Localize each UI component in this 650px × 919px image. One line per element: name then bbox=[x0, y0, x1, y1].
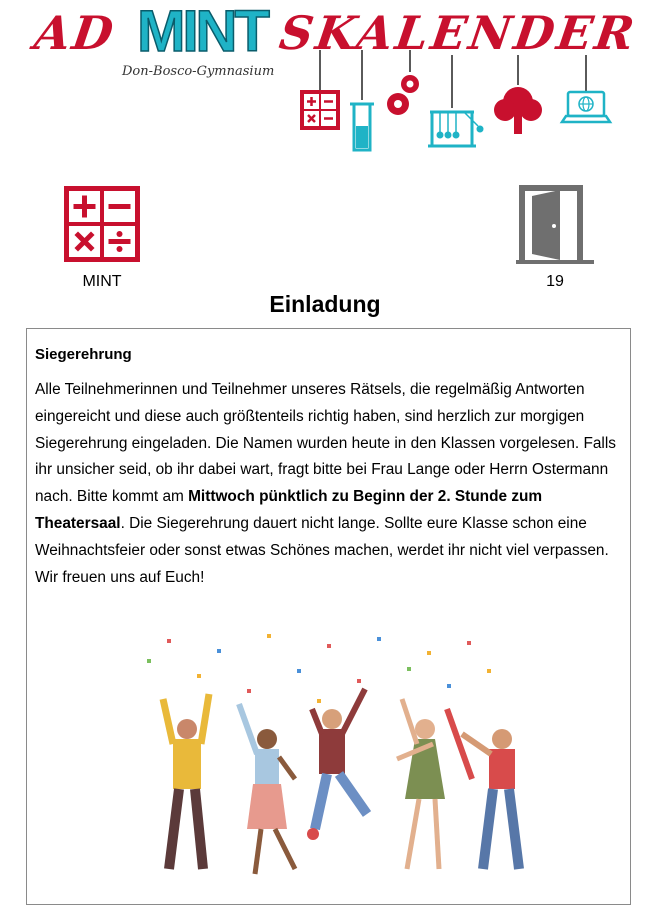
calculator-icon bbox=[300, 90, 340, 130]
person bbox=[163, 694, 209, 869]
hanging-icons bbox=[0, 0, 650, 160]
newtons-cradle-icon bbox=[428, 112, 484, 146]
person bbox=[307, 689, 367, 840]
logo-mint-text: MINT bbox=[137, 0, 267, 64]
tree-icon bbox=[494, 87, 542, 134]
beaker-icon bbox=[350, 104, 374, 150]
page-title: Einladung bbox=[269, 291, 381, 317]
celebrating-people-illustration bbox=[127, 629, 527, 889]
content-text-part: Alle Teilnehmerinnen und Teilnehmer unseres Rätsels, die regelmäßig Antworten eingereicht und diese auch größtenteils richtig haben, sind herzlich zur morgigen Siegerehrung eingeladen. Die Namen wurden heute in den Klassen vorgelesen. Falls ihr unsicher seid, ob ihr dabei wart, fragt bitte bei Frau Lange oder Herrn Ostermann nach. Bitte kommt am bbox=[35, 381, 616, 506]
laptop-globe-icon bbox=[562, 92, 610, 122]
confetti bbox=[147, 634, 491, 703]
door-number: 19 bbox=[546, 273, 564, 290]
content-box bbox=[26, 328, 631, 905]
calculator-icon bbox=[64, 186, 140, 262]
door-icon[interactable] bbox=[516, 184, 594, 264]
logo-text-left: AD bbox=[31, 6, 119, 60]
content-text-bold: Mittwoch pünktlich zu Beginn der 2. Stunde zum Theatersaal bbox=[35, 488, 543, 532]
person bbox=[397, 699, 445, 869]
category-label: MINT bbox=[82, 273, 122, 290]
logo-text-right: SKALENDER bbox=[276, 6, 641, 60]
person bbox=[239, 704, 295, 874]
person bbox=[447, 709, 519, 869]
logo-subtitle: Don-Bosco-Gymnasium bbox=[122, 64, 275, 79]
content-text-part: . Die Siegerehrung dauert nicht lange. Sollte eure Klasse schon eine Weihnachtsfeier oder sonst etwas Schönes machen, werdet ihr nicht viel verpassen. Wir freuen uns auf Euch! bbox=[35, 514, 609, 586]
content-text bbox=[35, 377, 620, 591]
gears-icon bbox=[387, 75, 419, 115]
content-heading: Siegerehrung bbox=[35, 346, 132, 363]
